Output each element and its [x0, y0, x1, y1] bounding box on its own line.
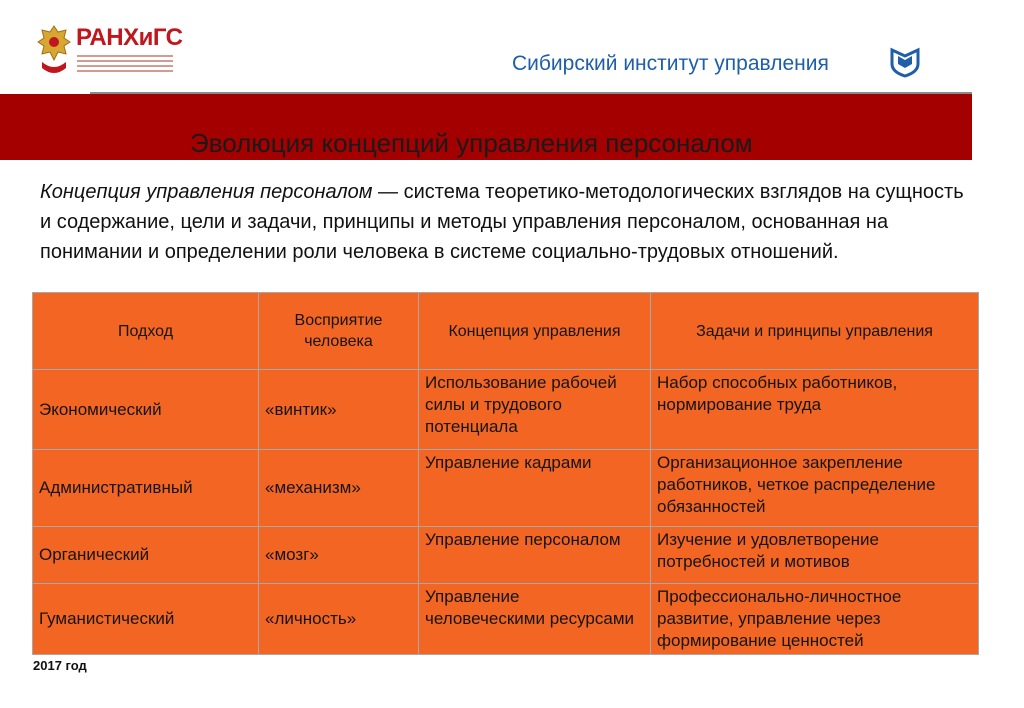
table-row: [33, 370, 979, 450]
page-title: Эволюция концепций управления персоналом: [190, 128, 753, 158]
book-shield-icon: [888, 46, 922, 78]
cell-concept: Управление персоналом: [419, 527, 651, 584]
cell-tasks: Набор способных работников, нормирование труда: [651, 370, 979, 450]
header-perception: Восприятие человека: [259, 293, 419, 370]
table-row: [33, 584, 979, 655]
table-row: [33, 450, 979, 527]
ranepa-logo: [36, 22, 183, 82]
cell-concept: Управление человеческими ресурсами: [419, 584, 651, 655]
cell-perception: «личность»: [259, 584, 419, 655]
cell-concept: Использование рабочей силы и трудового потенциала: [419, 370, 651, 450]
header-tasks: Задачи и принципы управления: [651, 293, 979, 370]
logo-subtitle-lines: [77, 55, 173, 75]
institute-name: Сибирский институт управления: [512, 52, 829, 75]
definition-term: Концепция управления персоналом: [40, 181, 373, 203]
cell-concept: Управление кадрами: [419, 450, 651, 527]
cell-approach: Административный: [33, 450, 259, 527]
header-concept: Концепция управления: [419, 293, 651, 370]
definition-paragraph: [40, 177, 980, 267]
cell-perception: «винтик»: [259, 370, 419, 450]
footer-year: 2017 год: [33, 658, 87, 673]
table-row: [33, 527, 979, 584]
logo-text: РАНХиГС: [76, 24, 183, 51]
eagle-emblem-icon: [36, 22, 72, 80]
cell-approach: Органический: [33, 527, 259, 584]
concepts-table: [32, 292, 979, 655]
table-header-row: [33, 293, 979, 370]
definition-text: — система теоретико-методологических взглядов на сущность и содержание, цели и задачи, принципы и методы управления персоналом, основанная на понимании и определении роли человека в системе социально-трудовых отношений.: [40, 181, 964, 263]
cell-approach: Экономический: [33, 370, 259, 450]
cell-approach: Гуманистический: [33, 584, 259, 655]
cell-perception: «мозг»: [259, 527, 419, 584]
cell-tasks: Профессионально-личностное развитие, управление через формирование ценностей: [651, 584, 979, 655]
cell-tasks: Изучение и удовлетворение потребностей и мотивов: [651, 527, 979, 584]
header-approach: Подход: [33, 293, 259, 370]
cell-tasks: Организационное закрепление работников, четкое распределение обязанностей: [651, 450, 979, 527]
cell-perception: «механизм»: [259, 450, 419, 527]
